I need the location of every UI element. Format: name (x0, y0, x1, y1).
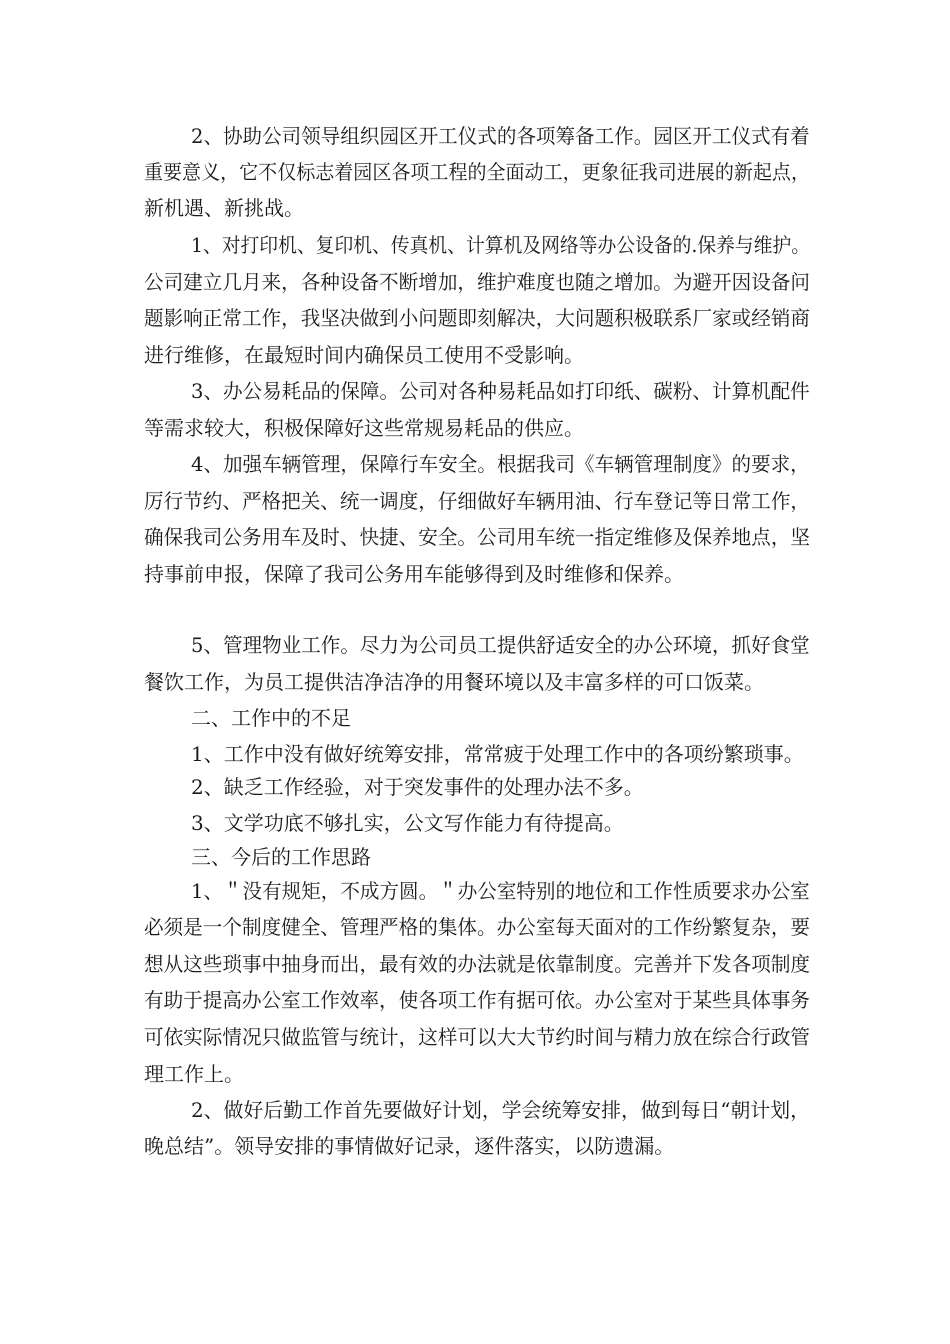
text-line: 餐饮工作，为员工提供洁净洁净的用餐环境以及丰富多样的可口饭菜。 (144, 670, 764, 694)
text-line: 确保我司公务用车及时、快捷、安全。公司用车统一指定维修及保养地点，坚 (144, 525, 810, 549)
text-line: 新机遇、新挑战。 (144, 196, 304, 220)
section-heading: 二、工作中的不足 (191, 706, 351, 730)
text-line: 1、＂没有规矩，不成方圆。＂办公室特别的地位和工作性质要求办公室 (191, 879, 810, 903)
text-line: 厉行节约、严格把关、统一调度，仔细做好车辆用油、行车登记等日常工作， (144, 489, 810, 513)
text-line: 2、协助公司领导组织园区开工仪式的各项筹备工作。园区开工仪式有着 (191, 124, 810, 148)
text-line: 等需求较大，积极保障好这些常规易耗品的供应。 (144, 416, 584, 440)
text-line: 有助于提高办公室工作效率，使各项工作有据可依。办公室对于某些具体事务 (144, 988, 810, 1012)
text-line: 持事前申报，保障了我司公务用车能够得到及时维修和保养。 (144, 562, 684, 586)
text-line: 4、加强车辆管理，保障行车安全。根据我司《车辆管理制度》的要求， (191, 452, 810, 476)
text-line: 重要意义，它不仅标志着园区各项工程的全面动工，更象征我司进展的新起点， (144, 160, 810, 184)
text-line: 想从这些琐事中抽身而出，最有效的办法就是依靠制度。完善并下发各项制度 (144, 952, 810, 976)
text-line: 进行维修，在最短时间内确保员工使用不受影响。 (144, 343, 584, 367)
text-line: 公司建立几月来，各种设备不断增加，维护难度也随之增加。为避开因设备问 (144, 270, 810, 294)
text-line: 3、文学功底不够扎实，公文写作能力有待提高。 (191, 811, 624, 835)
text-line: 2、做好后勤工作首先要做好计划，学会统筹安排，做到每日“朝计划， (191, 1098, 810, 1122)
text-line: 1、工作中没有做好统筹安排，常常疲于处理工作中的各项纷繁琐事。 (191, 742, 804, 766)
text-line: 题影响正常工作，我坚决做到小问题即刻解决，大问题积极联系厂家或经销商 (144, 306, 810, 330)
section-heading: 三、今后的工作思路 (191, 845, 371, 869)
text-line: 5、管理物业工作。尽力为公司员工提供舒适安全的办公环境，抓好食堂 (191, 633, 810, 657)
text-line: 1、对打印机、复印机、传真机、计算机及网络等办公设备的.保养与维护。 (191, 233, 811, 257)
text-line: 晚总结”。领导安排的事情做好记录，逐件落实，以防遗漏。 (144, 1134, 675, 1158)
text-line: 3、办公易耗品的保障。公司对各种易耗品如打印纸、碳粉、计算机配件 (191, 379, 810, 403)
text-line: 可依实际情况只做监管与统计，这样可以大大节约时间与精力放在综合行政管 (144, 1025, 810, 1049)
text-line: 理工作上。 (144, 1062, 244, 1086)
text-line: 2、缺乏工作经验，对于突发事件的处理办法不多。 (191, 775, 644, 799)
text-line: 必须是一个制度健全、管理严格的集体。办公室每天面对的工作纷繁复杂，要 (144, 915, 810, 939)
